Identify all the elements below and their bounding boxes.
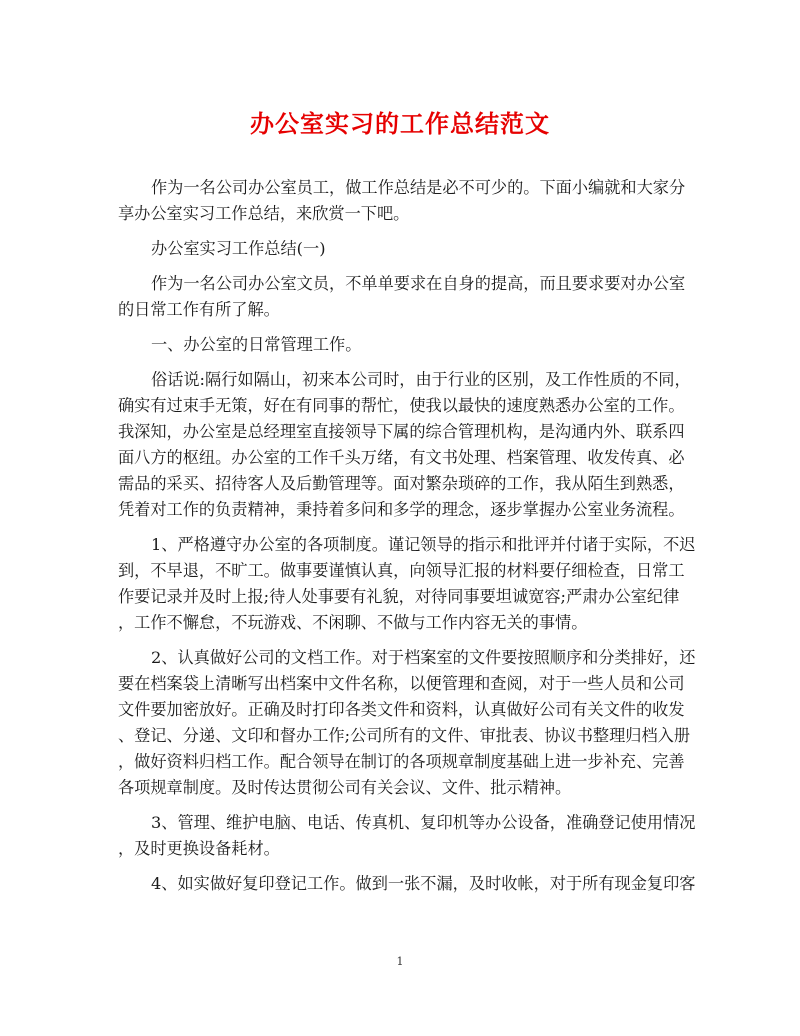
text-line: 俗话说:隔行如隔山，初来本公司时，由于行业的区别，及工作性质的不同， (151, 370, 691, 389)
text-line: ，工作不懈怠，不玩游戏、不闲聊、不做与工作内容无关的事情。 (118, 613, 588, 632)
text-line: 、登记、分递、文印和督办工作;公司所有的文件、审批表、协议书整理归档入册 (118, 726, 691, 745)
paragraph (118, 175, 686, 227)
section-heading (118, 332, 678, 358)
text-line: 享办公室实习工作总结，来欣赏一下吧。 (118, 204, 410, 223)
text-line: 确实有过束手无策，好在有同事的帮忙，使我以最快的速度熟悉办公室的工作。 (118, 396, 685, 415)
text-line: 3、管理、维护电脑、电话、传真机、复印机等办公设备，准确登记使用情况 (151, 813, 696, 832)
document-body (118, 175, 696, 897)
text-line: 需品的采买、招待客人及后勤管理等。面对繁杂琐碎的工作，我从陌生到熟悉， (118, 474, 685, 493)
paragraph (118, 645, 696, 801)
text-line: 文件要加密放好。正确及时打印各类文件和资料，认真做好公司有关文件的收发 (118, 700, 685, 719)
text-line: ，做好资料归档工作。配合领导在制订的各项规章制度基础上进一步补充、完善 (118, 752, 685, 771)
text-line: 作为一名公司办公室文员，不单单要求在自身的提高，而且要求要对办公室 (151, 274, 686, 293)
text-line: 各项规章制度。及时传达贯彻公司有关会议、文件、批示精神。 (118, 778, 572, 797)
paragraph (118, 271, 686, 323)
text-line: ，及时更换设备耗材。 (118, 839, 280, 858)
text-line: 一、办公室的日常管理工作。 (151, 335, 362, 354)
text-line: 2、认真做好公司的文档工作。对于档案室的文件要按照顺序和分类排好，还 (151, 648, 696, 667)
text-line: 要在档案袋上清晰写出档案中文件名称，以便管理和查阅，对于一些人员和公司 (118, 674, 685, 693)
section-heading (118, 236, 678, 262)
text-line: 4、如实做好复印登记工作。做到一张不漏，及时收帐，对于所有现金复印客 (151, 874, 696, 893)
document-title: 办公室实习的工作总结范文 (250, 109, 550, 138)
text-line: 的日常工作有所了解。 (118, 300, 280, 319)
text-line: 到，不早退，不旷工。做事要谨慎认真，向领导汇报的材料要仔细检查，日常工 (118, 561, 685, 580)
text-line: 作要记录并及时上报;待人处事要有礼貌，对待同事要坦诚宽容;严肃办公室纪律 (118, 587, 680, 606)
paragraph (118, 810, 696, 862)
text-line: 我深知，办公室是总经理室直接领导下属的综合管理机构，是沟通内外、联系四 (118, 422, 685, 441)
text-line: 办公室实习工作总结(一) (151, 239, 326, 258)
text-line: 作为一名公司办公室员工，做工作总结是必不可少的。下面小编就和大家分 (151, 178, 686, 197)
text-line: 1、严格遵守办公室的各项制度。谨记领导的指示和批评并付诸于实际，不迟 (151, 535, 696, 554)
paragraph (118, 871, 696, 897)
paragraph (118, 532, 696, 636)
text-line: 面八方的枢纽。办公室的工作千头万绪，有文书处理、档案管理、收发传真、必 (118, 448, 685, 467)
text-line: 凭着对工作的负责精神，秉持着多问和多学的理念，逐步掌握办公室业务流程。 (118, 500, 685, 519)
paragraph (118, 367, 691, 523)
page-number: 1 (396, 955, 404, 968)
